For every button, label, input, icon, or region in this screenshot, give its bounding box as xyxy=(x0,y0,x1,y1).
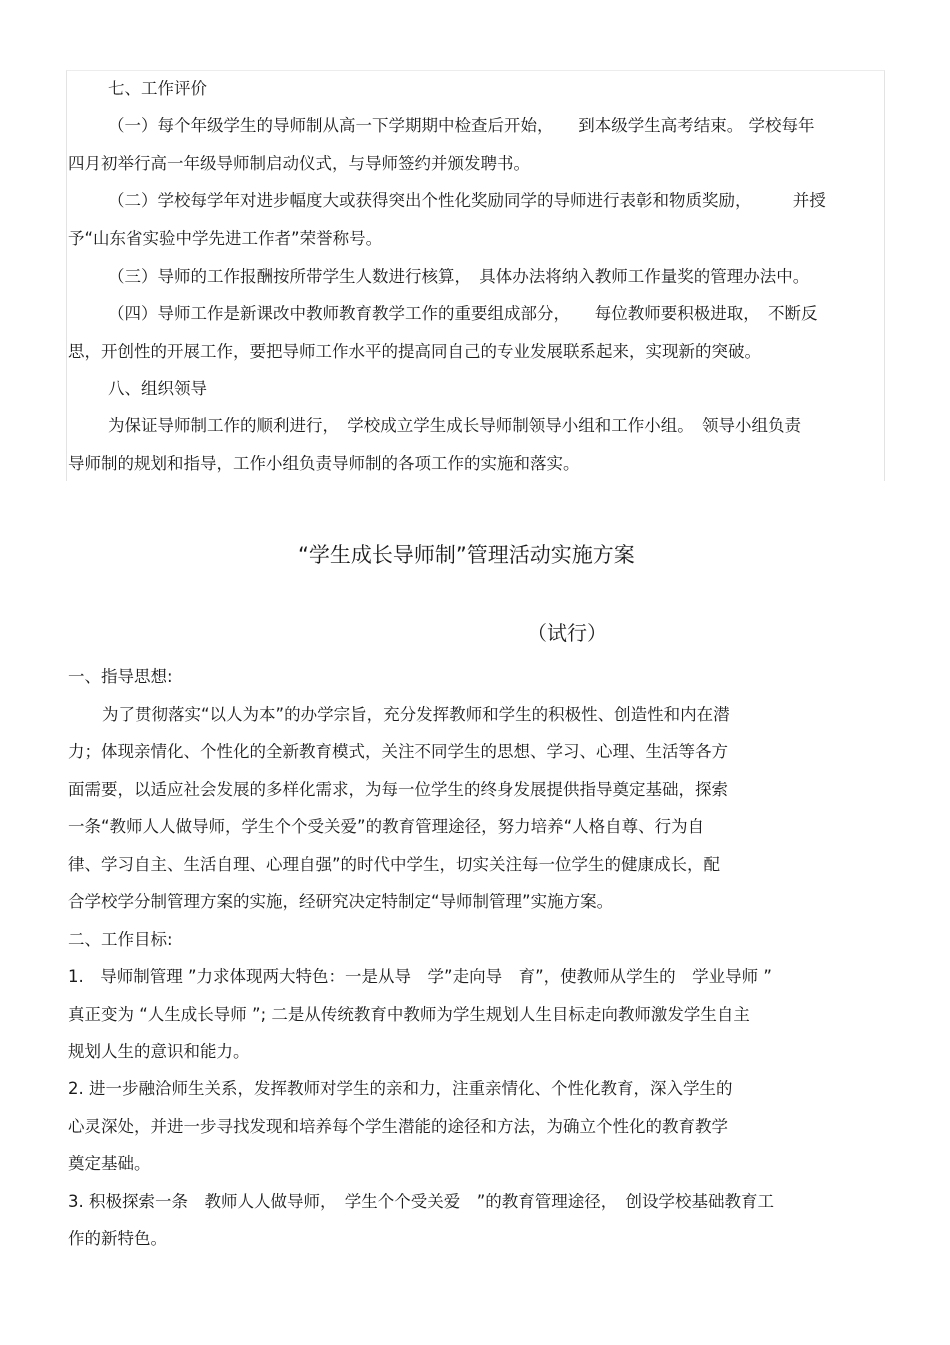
paragraph-line: （一）每个年级学生的导师制从高一下学期期中检查后开始， 到本级学生高考结束。 学校每年 xyxy=(108,116,815,135)
paragraph-line: 导师制的规划和指导，工作小组负责导师制的各项工作的实施和落实。 xyxy=(68,454,580,473)
goal-line: 1. 导师制管理 ”力求体现两大特色：一是从导 学”走向导 育”，使教师从学生的 学业导师 ” xyxy=(68,967,772,986)
document-title: “学生成长导师制”管理活动实施方案 xyxy=(298,543,635,567)
section-heading-guiding-ideas: 一、指导思想: xyxy=(68,667,173,686)
paragraph-line: 思，开创性的开展工作，要把导师工作水平的提高同自己的专业发展联系起来，实现新的突破。 xyxy=(68,342,761,361)
goal-line: 3. 积极探索一条 教师人人做导师， 学生个个受关爱 ”的教育管理途径， 创设学校基础教育工 xyxy=(68,1192,775,1211)
goal-line: 作的新特色。 xyxy=(68,1229,167,1248)
paragraph-line: 予“山东省实验中学先进工作者”荣誉称号。 xyxy=(68,229,383,248)
goal-line: 真正变为 “人生成长导师 ”; 二是从传统教育中教师为学生规划人生目标走向教师激发学生自主 xyxy=(68,1005,750,1024)
paragraph-line: 面需要，以适应社会发展的多样化需求，为每一位学生的终身发展提供指导奠定基础，探索 xyxy=(68,780,728,799)
goal-line: 心灵深处，并进一步寻找发现和培养每个学生潜能的途径和方法，为确立个性化的教育教学 xyxy=(68,1117,728,1136)
goal-line: 2. 进一步融洽师生关系，发挥教师对学生的亲和力，注重亲情化、个性化教育，深入学生的 xyxy=(68,1079,733,1098)
paragraph-line: 为保证导师制工作的顺利进行， 学校成立学生成长导师制领导小组和工作小组。 领导小组负责 xyxy=(108,416,801,435)
paragraph-line: （三）导师的工作报酬按所带学生人数进行核算， 具体办法将纳入教师工作量奖的管理办法中。 xyxy=(108,267,810,286)
document-subtitle: （试行） xyxy=(527,621,607,645)
paragraph-line: （二）学校每学年对进步幅度大或获得突出个性化奖励同学的导师进行表彰和物质奖励， 并授 xyxy=(108,191,826,210)
section-heading-leadership: 八、组织领导 xyxy=(108,379,207,398)
section-heading-goals: 二、工作目标: xyxy=(68,930,173,949)
paragraph-line: 合学校学分制管理方案的实施，经研究决定特制定“导师制管理”实施方案。 xyxy=(68,892,614,911)
paragraph-line: 力；体现亲情化、个性化的全新教育模式，关注不同学生的思想、学习、心理、生活等各方 xyxy=(68,742,728,761)
goal-line: 规划人生的意识和能力。 xyxy=(68,1042,250,1061)
paragraph-line: 律、学习自主、生活自理、心理自强”的时代中学生，切实关注每一位学生的健康成长，配 xyxy=(68,855,721,874)
goal-line: 奠定基础。 xyxy=(68,1154,151,1173)
paragraph-line: 四月初举行高一年级导师制启动仪式，与导师签约并颁发聘书。 xyxy=(68,154,530,173)
paragraph-line: 为了贯彻落实“以人为本”的办学宗旨，充分发挥教师和学生的积极性、创造性和内在潜 xyxy=(102,705,730,724)
paragraph-line: 一条“教师人人做导师，学生个个受关爱”的教育管理途径，努力培养“人格自尊、行为自 xyxy=(68,817,705,836)
paragraph-line: （四）导师工作是新课改中教师教育教学工作的重要组成部分， 每位教师要积极进取， 不断反 xyxy=(108,304,818,323)
section-heading-evaluation: 七、工作评价 xyxy=(108,79,207,98)
